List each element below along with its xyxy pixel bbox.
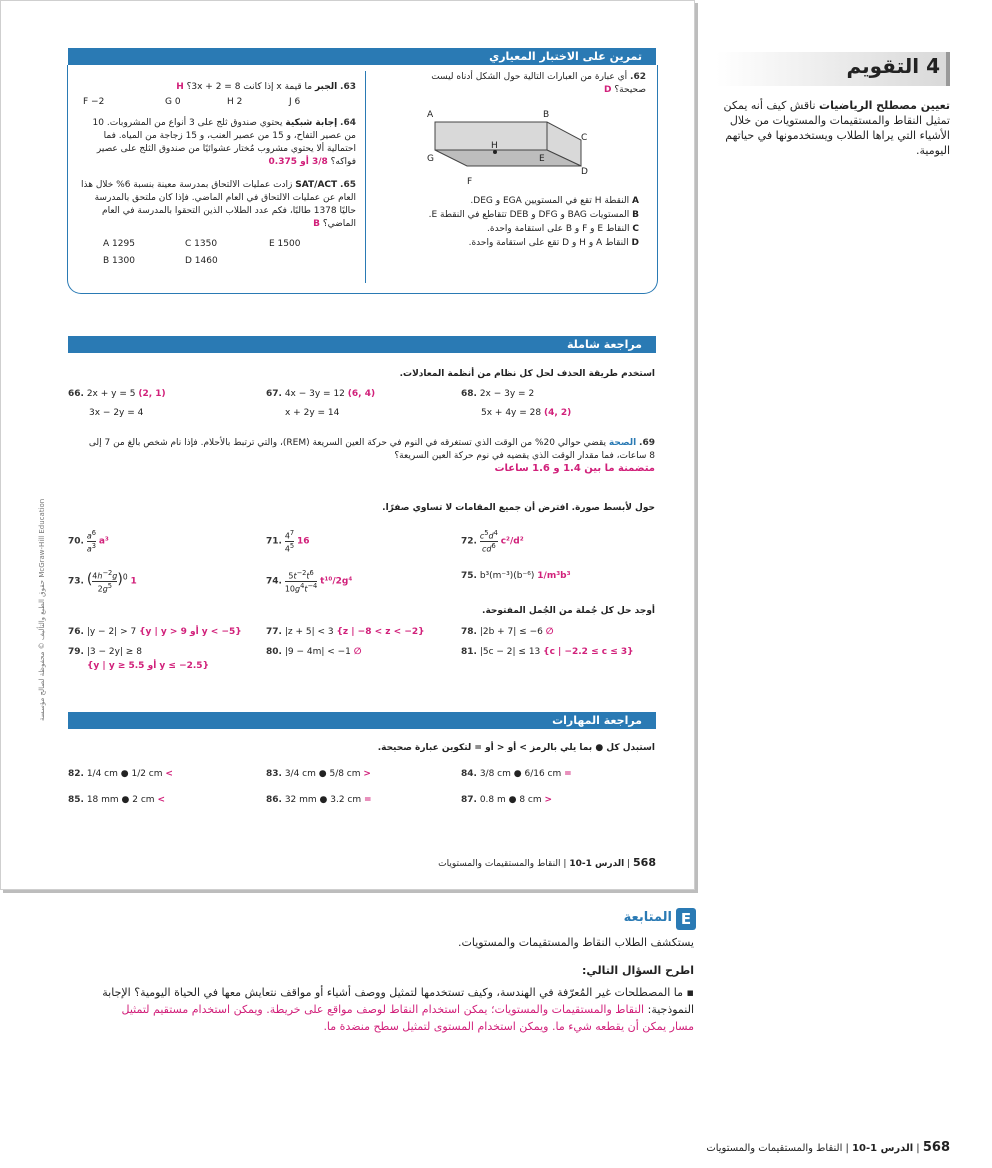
q63-choice-j[interactable]: J 6 (289, 97, 301, 107)
q62-option-c[interactable]: C النقاط E و F و B على استقامة واحدة. (487, 224, 639, 234)
label-f: F (467, 177, 473, 187)
p73: 73. ($4h^{-2}g$ $2g^5$ )$^0$ 1 (68, 569, 137, 594)
p77: 77. |z + 5| < 3 {z | −8 < z < −2} (266, 627, 425, 637)
label-h: H (491, 141, 498, 151)
p69: 69. الصحة يقضي حوالي 20% من الوقت الذي تستغرقه في النوم في حركة العين السريعة (REM)، والتي ترتبط بالأحلام. فإذا نام شخص بالغ من 7 إلى 8 ساعات، فما مقدار الوقت الذي يقضيه في نوم حركة العين السريعة؟ (88, 438, 655, 461)
inner-footer: 568 | الدرس 1-10 | النقاط والمستقيمات والمستويات (438, 856, 656, 869)
p81: 81. |5c − 2| ≤ 13 {c | −2.2 ≤ c ≤ 3} (461, 647, 634, 657)
q65-choice-a[interactable]: A 1295 (103, 239, 135, 249)
spiral-instruction-2: حول لأبسط صورة. افترض أن جميع المقامات لا تساوي صفرًا. (382, 503, 655, 513)
assess-body: تعيين مصطلح الرياضيات ناقش كيف أنه يمكن تمثيل النقاط والمستقيمات والمستويات من خلال الأشياء التي يراها الطلاب ويستخدمونها في حياتهم اليومية. (723, 99, 950, 157)
p72-fraction: $c^5d^4$ $cd^6$ (479, 529, 498, 554)
p74-fraction: $5t^{-2}t^6$ $10g^4t^{-4}$ (284, 569, 318, 594)
q62-option-a[interactable]: A النقطة H تقع في المستويين EGA و DEG. (470, 196, 639, 206)
q65-choice-d[interactable]: D 1460 (185, 256, 218, 266)
q65-choice-e[interactable]: E 1500 (269, 239, 301, 249)
q65-choice-c[interactable]: C 1350 (185, 239, 218, 249)
followup-question: ▪ ما المصطلحات غير المُعرّفة في الهندسة، وكيف تستخدمها لتمثيل ووصف أشياء أو مواقف نتعايش معها في الحياة اليومية؟ الإجابة النموذجية: النقاط والمستقيمات والمستويات؛ يمكن استخدام النقاط لوصف مواقع على خريطة. ويمكن استخدام مستقيم لتمثيل مسار يمكن أن يقطعه شيء ما. ويمكن استخدام المستوى لتمثيل سطح منضدة ما. (102, 986, 694, 1033)
q62-options (411, 194, 639, 250)
p76: 76. |y − 2| > 7 {y | y > 9 أو y < −5} (68, 627, 242, 637)
label-d: D (581, 167, 588, 177)
q63-choice-g[interactable]: G 0 (165, 97, 181, 107)
p82: 82. 1/4 cm ● 1/2 cm < (68, 769, 173, 779)
q62-option-d[interactable]: D النقاط A و H و D تقع على استقامة واحدة. (468, 238, 639, 248)
p79: 79. |3 − 2y| ≥ 8 (68, 647, 142, 657)
p84: 84. 3/8 cm ● 6/16 cm = (461, 769, 572, 779)
q62: 62. أي عبارة من العبارات التالية حول الشكل أدناه ليست صحيحة؟ D (431, 72, 646, 95)
p83: 83. 3/4 cm ● 5/8 cm > (266, 769, 371, 779)
prism-figure (421, 106, 601, 186)
q65: 65. SAT/ACT زادت عمليات الالتحاق بمدرسة معينة بنسبة 6% خلال هذا العام عن عمليات الالتحاق في العام الماضي. فإذا كان ملتحق بالمدرسة حاليًا 1378 طالبًا، فكم عدد الطلاب الذين التحقوا بالمدرسة في العام الماضي؟ B (80, 180, 356, 229)
label-a: A (427, 110, 434, 120)
assess-banner (716, 52, 950, 86)
q63: 63. الجبر ما قيمة x إذا كانت 3x + 2 = 8؟ H (176, 82, 356, 92)
p71-fraction: $4^7$ $4^5$ (284, 529, 295, 554)
p75: 75. b³(m⁻³)(b⁻⁶) 1/m³b³ (461, 571, 571, 581)
vertical-credit: حقوق الطبع والتأليف © محفوظة لصالح مؤسسة McGraw-Hill Education (38, 498, 46, 721)
p68-eq2: 5x + 4y = 28 (4, 2) (481, 408, 572, 418)
skills-instruction: استبدل كل ● بما يلي بالرمز > أو < أو = لتكوين عبارة صحيحة. (377, 743, 655, 753)
followup-title: المتابعة (623, 910, 672, 925)
p80: 80. |9 − 4m| < −1 ∅ (266, 647, 362, 657)
p71: 71. $4^7$ $4^5$ 16 (266, 529, 310, 554)
spiral-header: مراجعة شاملة (68, 336, 656, 353)
followup-subtitle: يستكشف الطلاب النقاط والمستقيمات والمستويات. (458, 936, 694, 949)
p72: 72. $c^5d^4$ $cd^6$ c²/d² (461, 529, 524, 554)
p67-eq2: x + 2y = 14 (285, 408, 340, 418)
label-b: B (543, 110, 550, 120)
p66-eq2: 3x − 2y = 4 (89, 408, 144, 418)
q62-option-b[interactable]: B المستويات BAG و DFG و DEB تتقاطع في النقطة E. (428, 210, 639, 220)
p70: 70. $a^6$ $a^3$ a³ (68, 529, 109, 554)
p69-answer: متضمنة ما بين 1.4 و 1.6 ساعات (494, 463, 655, 474)
p67: 67. 4x − 3y = 12 (6, 4) (266, 389, 376, 399)
q64: 64. إجابة شبكية يحتوي صندوق ثلج على 3 أنواع من المشروبات. 10 من عصير التفاح، و 15 من عصير العنب، و 15 زجاجة من المياه. فما احتمالية ألا يحتوي مشروب مُختار عشوائيًا من صندوق الثلج على عصير فواكه؟ 3/8 أو 0.375 (92, 118, 356, 167)
assess-heading: 4 التقويم (846, 54, 940, 78)
p73-fraction: $4h^{-2}g$ $2g^5$ (92, 569, 118, 594)
followup-icon: E (676, 908, 696, 930)
p78: 78. |2b + 7| ≤ −6 ∅ (461, 627, 554, 637)
p74: 74. $5t^{-2}t^6$ $10g^4t^{-4}$ t¹⁰/2g⁴ (266, 569, 353, 594)
p79-answer: {y | y ≥ 5.5 أو y ≤ −2.5} (87, 661, 209, 671)
outer-footer: 568 | الدرس 1-10 | النقاط والمستقيمات والمستويات (706, 1140, 950, 1155)
p66: 66. 2x + y = 5 (2, 1) (68, 389, 166, 399)
skills-header: مراجعة المهارات (68, 712, 656, 729)
q65-choice-b[interactable]: B 1300 (103, 256, 135, 266)
p70-fraction: $a^6$ $a^3$ (86, 529, 96, 554)
label-c: C (581, 133, 588, 143)
p87: 87. 0.8 m ● 8 cm > (461, 795, 553, 805)
q63-choice-h[interactable]: H 2 (227, 97, 243, 107)
spiral-instruction-3: أوجد حل كل جُملة من الجُمل المفتوحة. (482, 606, 655, 616)
p86: 86. 32 mm ● 3.2 cm = (266, 795, 372, 805)
q63-choice-f[interactable]: F −2 (83, 97, 105, 107)
column-divider (365, 71, 366, 283)
spiral-instruction-1: استخدم طريقة الحذف لحل كل نظام من أنظمة المعادلات. (399, 369, 655, 379)
followup-ask: اطرح السؤال التالي: (581, 964, 694, 977)
label-e: E (539, 154, 545, 164)
standardized-header: تمرين على الاختبار المعياري (68, 48, 656, 65)
p68: 68. 2x − 3y = 2 (461, 389, 535, 399)
p85: 85. 18 mm ● 2 cm < (68, 795, 165, 805)
label-g: G (427, 154, 434, 164)
